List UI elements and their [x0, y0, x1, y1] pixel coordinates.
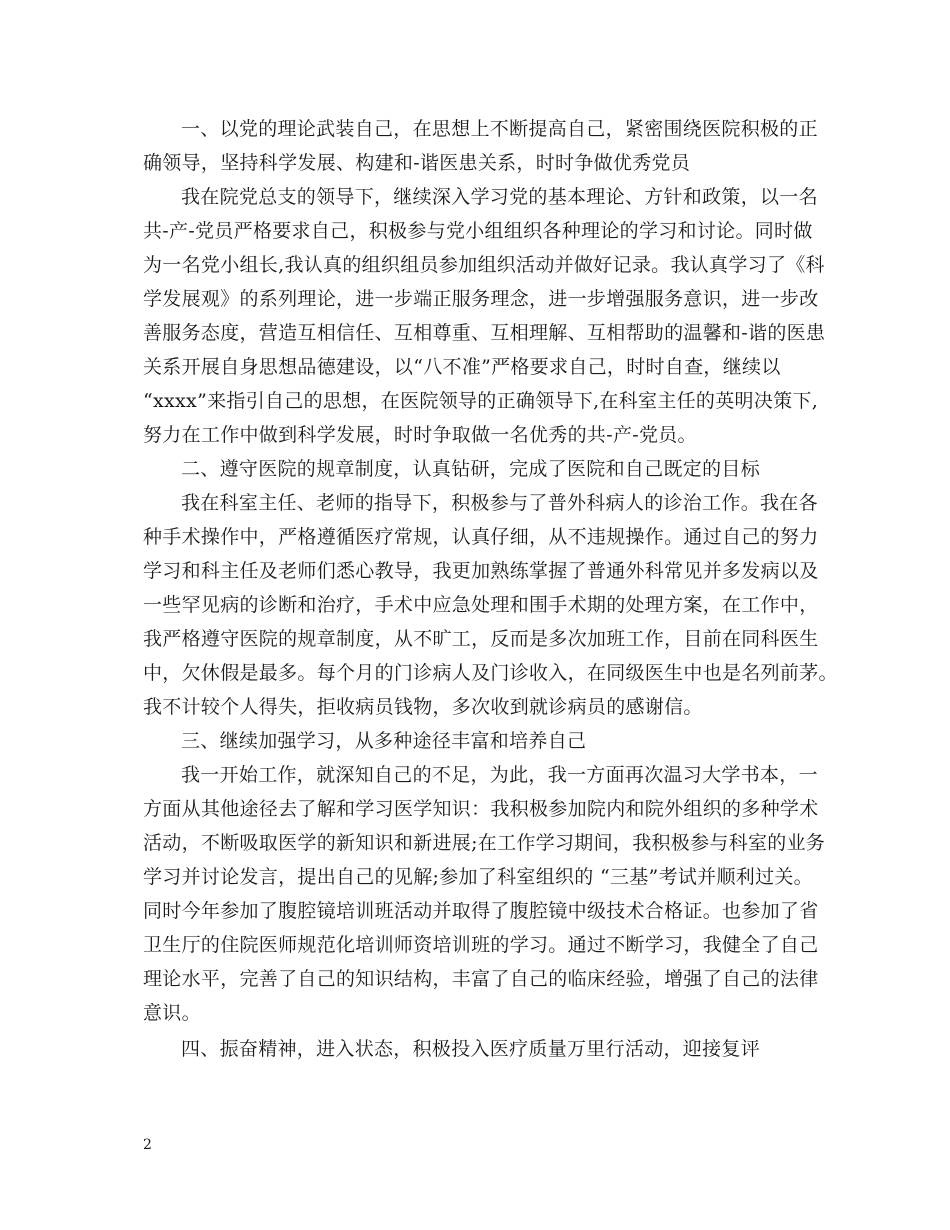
- text-line: 种手术操作中，严格遵循医疗常规，认真仔细，从不违规操作。通过自己的努力: [143, 526, 819, 548]
- text-line: 共-产-党员严格要求自己，积极参与党小组组织各种理论的学习和讨论。同时做: [143, 220, 813, 242]
- text-line: 卫生厅的住院医师规范化培训师资培训班的学习。通过不断学习，我健全了自己: [143, 934, 819, 956]
- text-line: 中，欠休假是最多。每个月的门诊病人及门诊收入，在同级医生中也是名列前茅。: [143, 662, 838, 684]
- text-line: 活动，不断吸取医学的新知识和新进展;在工作学习期间，我积极参与科室的业务: [143, 832, 826, 854]
- text-line: 我在科室主任、老师的指导下，积极参与了普外科病人的诊治工作。我在各: [181, 492, 818, 514]
- text-line: 努力在工作中做到科学发展，时时争取做一名优秀的共-产-党员。: [143, 424, 697, 446]
- document-body: [143, 112, 838, 1066]
- section-heading-2: 二、遵守医院的规章制度，认真钻研，完成了医院和自己既定的目标: [181, 458, 761, 480]
- text-line: 学习和科主任及老师们悉心教导，我更加熟练掌握了普通外科常见并多发病以及: [143, 560, 819, 582]
- text-line: 我严格遵守医院的规章制度，从不旷工，反而是多次加班工作，目前在同科医生: [143, 628, 819, 650]
- text-line: 意识。: [143, 1002, 201, 1024]
- text-line: 理论水平，完善了自己的知识结构，丰富了自己的临床经验，增强了自己的法律: [143, 968, 819, 990]
- text-line: 学发展观》的系列理论，进一步端正服务理念，进一步增强服务意识，进一步改: [143, 288, 819, 310]
- text-line: 善服务态度，营造互相信任、互相尊重、互相理解、互相帮助的温馨和-谐的医患: [143, 322, 826, 344]
- text-line: 同时今年参加了腹腔镜培训班活动并取得了腹腔镜中级技术合格证。也参加了省: [143, 900, 819, 922]
- section-heading-1: 一、以党的理论武装自己，在思想上不断提高自己，紧密围绕医院积极的正: [181, 118, 818, 140]
- page-number: 2: [143, 1137, 152, 1153]
- text-line: 方面从其他途径去了解和学习医学知识：我积极参加院内和院外组织的多种学术: [143, 798, 819, 820]
- text-line: 我不计较个人得失，拒收病员钱物，多次收到就诊病员的感谢信。: [143, 696, 703, 718]
- text-line: 关系开展自身思想品德建设，以“八不准”严格要求自己，时时自查，继续以: [143, 356, 781, 378]
- section-heading-3: 三、继续加强学习，从多种途径丰富和培养自己: [181, 730, 587, 752]
- section-heading-4: 四、振奋精神，进入状态，积极投入医疗质量万里行活动，迎接复评: [181, 1038, 761, 1060]
- text-line: 为一名党小组长,我认真的组织组员参加组织活动并做好记录。我认真学习了《科: [143, 254, 825, 276]
- text-line: 学习并讨论发言，提出自己的见解;参加了科室组织的 “三基”考试并顺利过关。: [143, 866, 813, 888]
- text-line: “xxxx”来指引自己的思想，在医院领导的正确领导下,在科室主任的英明决策下,: [143, 390, 819, 412]
- text-line: 确领导，坚持科学发展、构建和-谐医患关系，时时争做优秀党员: [143, 152, 691, 174]
- text-line: 我在院党总支的领导下，继续深入学习党的基本理论、方针和政策，以一名: [181, 186, 818, 208]
- text-line: 我一开始工作，就深知自己的不足，为此，我一方面再次温习大学书本，一: [181, 764, 818, 786]
- text-line: 一些罕见病的诊断和治疗，手术中应急处理和围手术期的处理方案，在工作中，: [143, 594, 819, 616]
